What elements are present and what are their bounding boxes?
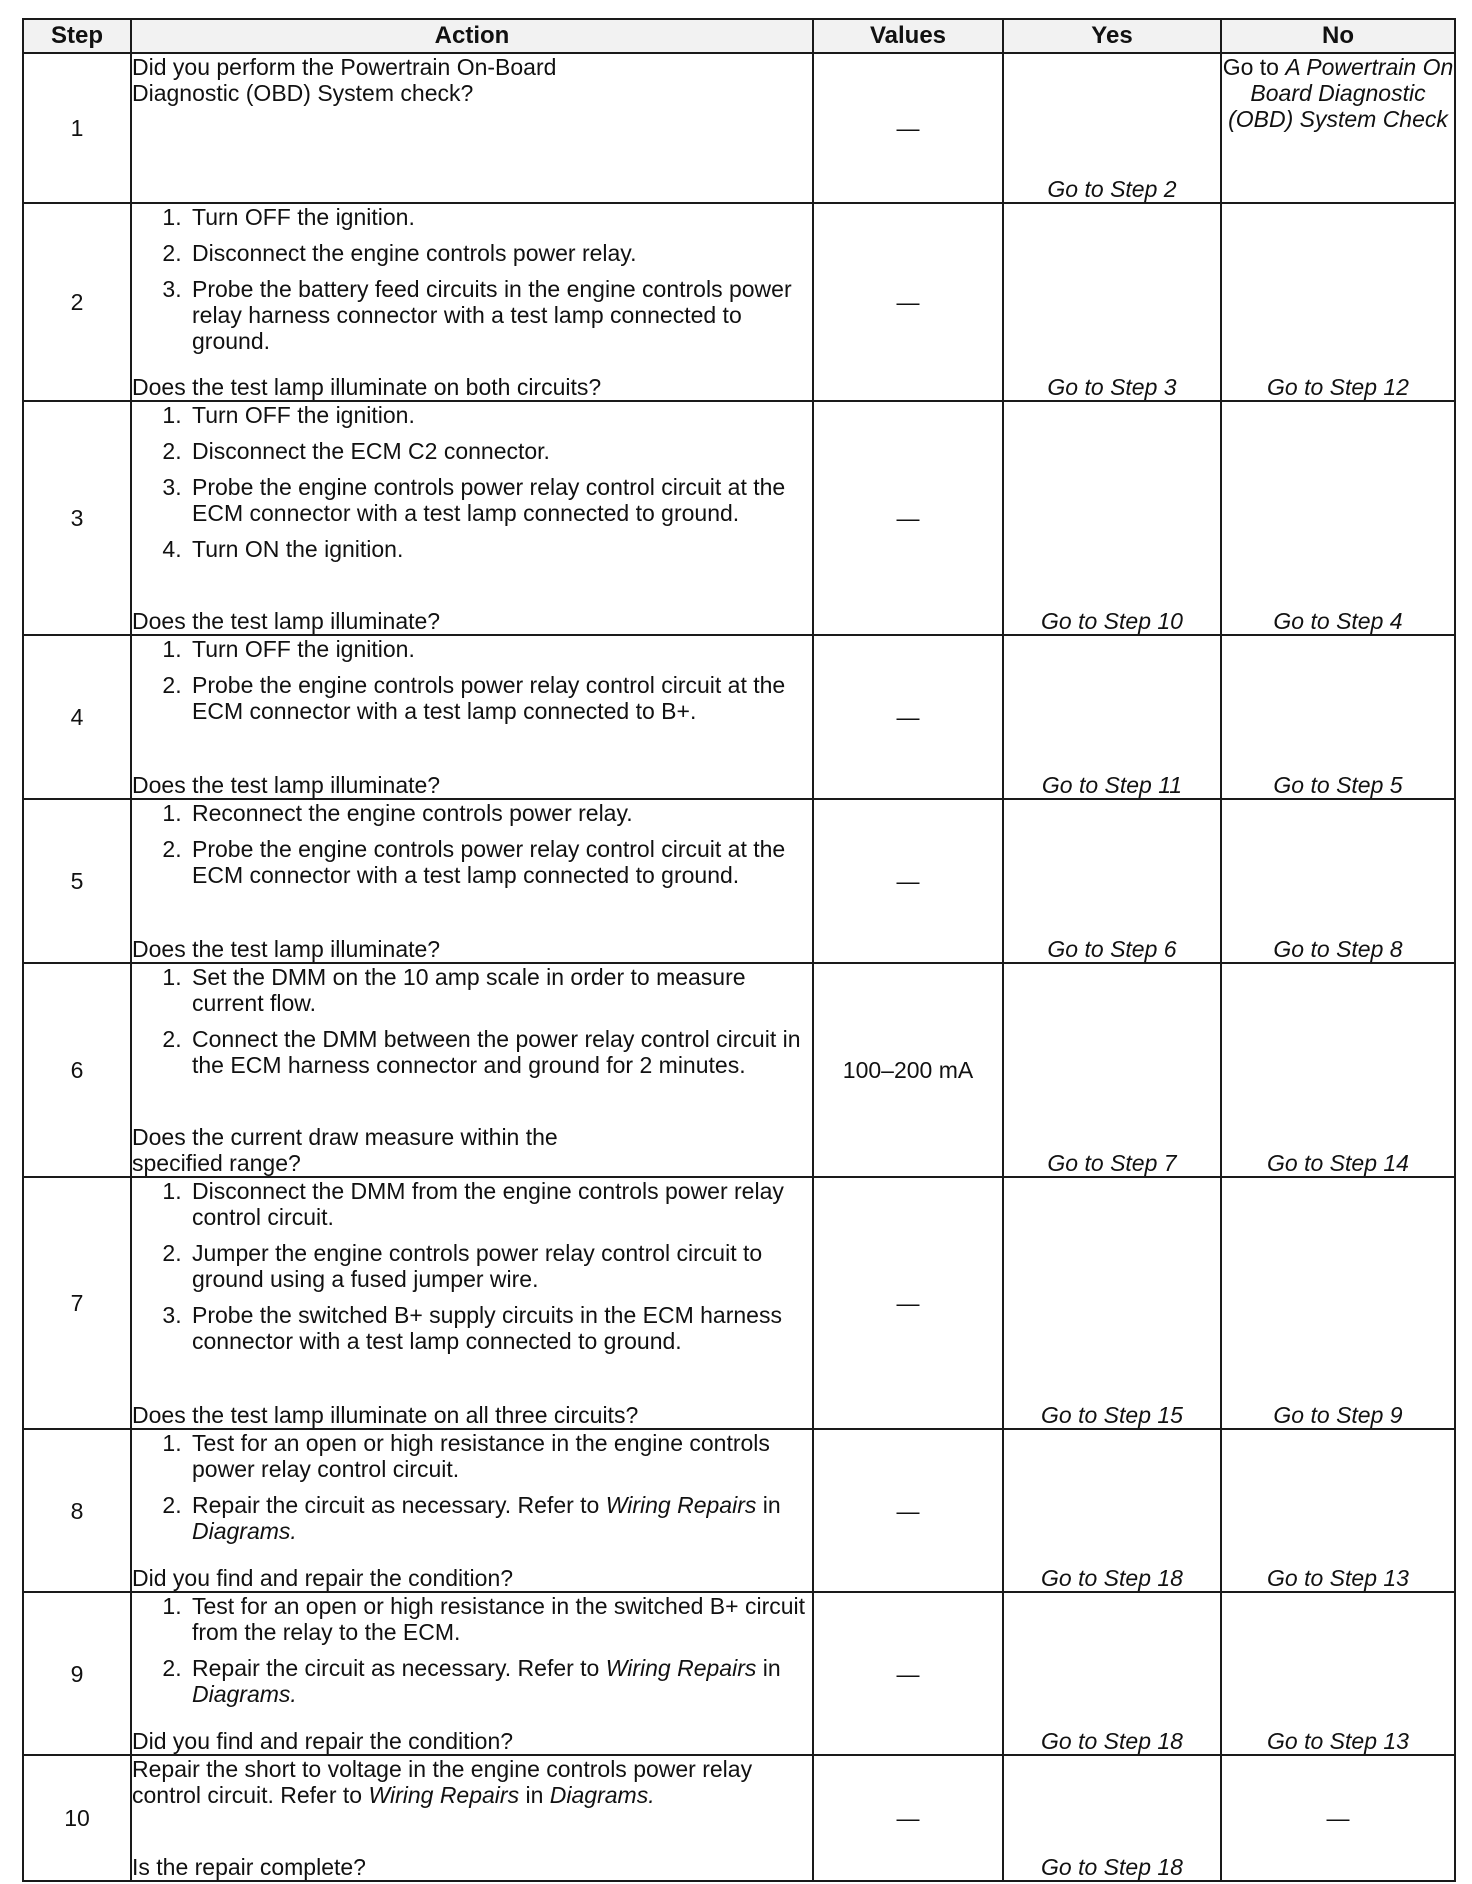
action-cell [131, 203, 813, 401]
value-cell: — [813, 53, 1003, 203]
action-cell [131, 963, 813, 1177]
step-number: 7 [23, 1177, 131, 1429]
action-steps [132, 402, 812, 572]
no-link[interactable] [1221, 53, 1455, 203]
action-cell [131, 401, 813, 635]
yes-link[interactable]: Go to Step 15 [1003, 1177, 1221, 1429]
yes-link[interactable]: Go to Step 10 [1003, 401, 1221, 635]
table-row [23, 963, 1455, 1177]
action-cell [131, 1755, 813, 1881]
action-text-part: Repair the short to voltage in the engine controls power relay control circuit. Refer to [132, 1756, 753, 1808]
diagrams-ref[interactable]: Diagrams. [192, 1681, 297, 1707]
step-number: 5 [23, 799, 131, 963]
action-step-text: in [756, 1492, 781, 1518]
header-no: No [1221, 19, 1455, 53]
diagnostic-table [22, 18, 1456, 1882]
step-number: 1 [23, 53, 131, 203]
step-number: 2 [23, 203, 131, 401]
table-row [23, 635, 1455, 799]
value-cell: — [813, 1592, 1003, 1755]
action-question: Does the current draw measure within the specified range? [132, 1124, 558, 1176]
action-step [188, 1492, 812, 1544]
no-link[interactable]: Go to Step 13 [1221, 1592, 1455, 1755]
action-question: Does the test lamp illuminate? [132, 772, 441, 798]
action-step-text: Repair the circuit as necessary. Refer to [192, 1492, 606, 1518]
table-row [23, 799, 1455, 963]
value-cell: — [813, 203, 1003, 401]
action-step: 1. Set the DMM on the 10 amp scale in order to measure current flow. [188, 964, 812, 1016]
action-steps [132, 1178, 812, 1364]
action-steps [132, 964, 812, 1088]
value-cell: — [813, 401, 1003, 635]
header-row [23, 19, 1455, 53]
no-prefix: Go to [1222, 54, 1286, 80]
yes-link[interactable]: Go to Step 18 [1003, 1429, 1221, 1592]
wiring-repairs-ref[interactable]: Wiring Repairs [368, 1782, 520, 1808]
diagrams-ref[interactable]: Diagrams. [192, 1518, 297, 1544]
table-row [23, 1177, 1455, 1429]
value-cell: — [813, 1429, 1003, 1592]
action-steps [132, 204, 812, 364]
action-step: 1. Test for an open or high resistance in the engine controls power relay control circuit. [188, 1430, 812, 1482]
action-step: 3. Probe the battery feed circuits in the engine controls power relay harness connector with a test lamp connected to ground. [188, 276, 812, 354]
action-step: 3. Probe the engine controls power relay control circuit at the ECM connector with a test lamp connected to ground. [188, 474, 812, 526]
action-step-text: in [756, 1655, 781, 1681]
no-link[interactable]: Go to Step 5 [1221, 635, 1455, 799]
action-steps [132, 1430, 812, 1554]
action-cell [131, 1592, 813, 1755]
action-step: 1. Test for an open or high resistance in the switched B+ circuit from the relay to the ECM. [188, 1593, 812, 1645]
action-step: 1. Reconnect the engine controls power relay. [188, 800, 812, 826]
no-link[interactable]: Go to Step 14 [1221, 963, 1455, 1177]
action-cell [131, 1429, 813, 1592]
yes-link[interactable]: Go to Step 2 [1003, 53, 1221, 203]
value-cell: — [813, 1177, 1003, 1429]
action-cell [131, 53, 813, 203]
table-row [23, 203, 1455, 401]
header-values: Values [813, 19, 1003, 53]
action-question: Did you find and repair the condition? [132, 1565, 514, 1591]
action-steps [132, 1593, 812, 1717]
action-step [188, 1655, 812, 1707]
action-step: 1. Turn OFF the ignition. [188, 204, 812, 230]
no-link[interactable]: Go to Step 13 [1221, 1429, 1455, 1592]
action-step: 2. Probe the engine controls power relay control circuit at the ECM connector with a test lamp connected to B+. [188, 672, 812, 724]
yes-link[interactable]: Go to Step 7 [1003, 963, 1221, 1177]
action-text-part: in [519, 1782, 550, 1808]
no-link[interactable]: Go to Step 8 [1221, 799, 1455, 963]
no-link[interactable]: Go to Step 12 [1221, 203, 1455, 401]
no-link-text: A Powertrain On Board Diagnostic (OBD) System Check [1228, 54, 1454, 132]
header-action: Action [131, 19, 813, 53]
yes-link[interactable]: Go to Step 11 [1003, 635, 1221, 799]
value-cell: — [813, 635, 1003, 799]
step-number: 6 [23, 963, 131, 1177]
yes-link[interactable]: Go to Step 6 [1003, 799, 1221, 963]
action-step: 2. Probe the engine controls power relay control circuit at the ECM connector with a test lamp connected to ground. [188, 836, 812, 888]
step-number: 9 [23, 1592, 131, 1755]
action-question: Is the repair complete? [132, 1854, 366, 1880]
yes-link[interactable]: Go to Step 3 [1003, 203, 1221, 401]
table-row [23, 401, 1455, 635]
step-number: 4 [23, 635, 131, 799]
action-question: Does the test lamp illuminate on both circuits? [132, 374, 602, 400]
action-steps [132, 636, 812, 734]
step-number: 3 [23, 401, 131, 635]
wiring-repairs-ref[interactable]: Wiring Repairs [605, 1492, 757, 1518]
action-text: Did you perform the Powertrain On-Board Diagnostic (OBD) System check? [132, 54, 557, 106]
action-question: Does the test lamp illuminate? [132, 608, 441, 634]
action-cell [131, 799, 813, 963]
table-row [23, 1592, 1455, 1755]
step-number: 10 [23, 1755, 131, 1881]
table-row [23, 1755, 1455, 1881]
header-yes: Yes [1003, 19, 1221, 53]
action-cell [131, 635, 813, 799]
action-step: 1. Turn OFF the ignition. [188, 636, 812, 662]
action-question: Did you find and repair the condition? [132, 1728, 514, 1754]
table-row [23, 1429, 1455, 1592]
step-number: 8 [23, 1429, 131, 1592]
value-cell: 100–200 mA [813, 963, 1003, 1177]
no-link[interactable]: Go to Step 4 [1221, 401, 1455, 635]
no-value-cell: — [1221, 1755, 1455, 1881]
wiring-repairs-ref[interactable]: Wiring Repairs [605, 1655, 757, 1681]
action-step: 3. Probe the switched B+ supply circuits in the ECM harness connector with a test lamp connected to ground. [188, 1302, 812, 1354]
header-step: Step [23, 19, 131, 53]
action-step: 1. Turn OFF the ignition. [188, 402, 812, 428]
action-step: 1. Disconnect the DMM from the engine controls power relay control circuit. [188, 1178, 812, 1230]
action-question: Does the test lamp illuminate on all three circuits? [132, 1402, 639, 1428]
value-cell: — [813, 799, 1003, 963]
action-text [132, 1756, 812, 1808]
action-step: 4. Turn ON the ignition. [188, 536, 812, 562]
action-step: 2. Disconnect the engine controls power relay. [188, 240, 812, 266]
action-question: Does the test lamp illuminate? [132, 936, 441, 962]
no-link[interactable]: Go to Step 9 [1221, 1177, 1455, 1429]
yes-link[interactable]: Go to Step 18 [1003, 1592, 1221, 1755]
yes-link[interactable]: Go to Step 18 [1003, 1755, 1221, 1881]
action-step-text: Repair the circuit as necessary. Refer to [192, 1655, 606, 1681]
action-steps [132, 800, 812, 898]
action-step: 2. Connect the DMM between the power relay control circuit in the ECM harness connector and ground for 2 minutes. [188, 1026, 812, 1078]
diagrams-ref[interactable]: Diagrams. [549, 1782, 655, 1808]
action-step: 2. Disconnect the ECM C2 connector. [188, 438, 812, 464]
value-cell: — [813, 1755, 1003, 1881]
action-step: 2. Jumper the engine controls power relay control circuit to ground using a fused jumper wire. [188, 1240, 812, 1292]
action-cell [131, 1177, 813, 1429]
table-row [23, 53, 1455, 203]
